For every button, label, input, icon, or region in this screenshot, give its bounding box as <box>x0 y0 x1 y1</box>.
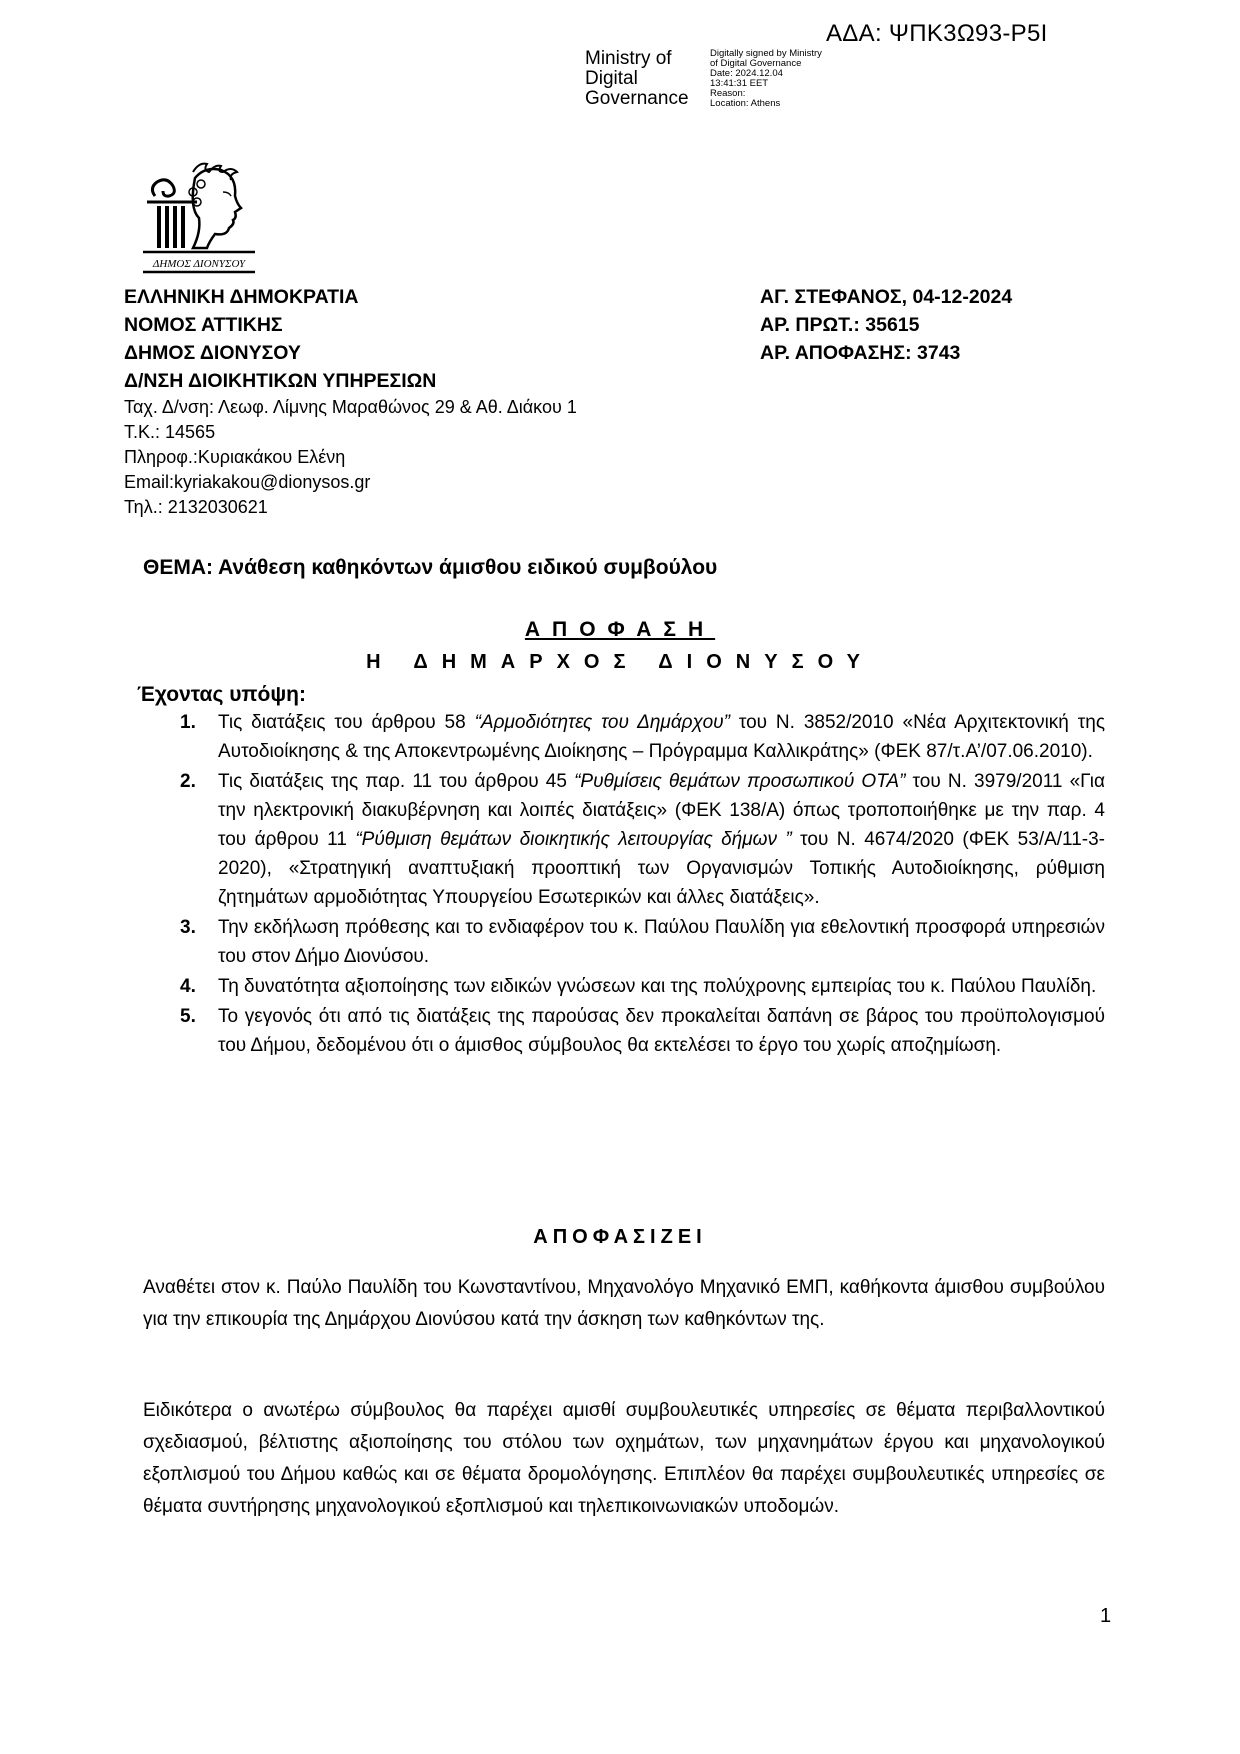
signature-org-line: Ministry of <box>585 48 672 69</box>
municipality-line: ΔΗΜΟΣ ΔΙΟΝΥΣΟΥ <box>124 342 301 364</box>
page-number: 1 <box>1100 1605 1112 1627</box>
decision-paragraph: Ειδικότερα ο ανωτέρω σύμβουλος θα παρέχει αμισθί συμβουλευτικές υπηρεσίες σε θέματα περιβαλλοντικού σχεδιασμού, βέλτιστης αξιοποίησης του στόλου των οχημάτων, των μηχανημάτων έργου και μηχανολογικού εξοπλισμού του Δήμου καθώς και σε θέματα δρομολόγησης. Επιπλέον θα παρέχει συμβουλευτικές υπηρεσίες σε θέματα συντήρησης μηχανολογικού εξοπλισμού και τηλεπικοινωνιακών υποδομών. <box>143 1400 1105 1517</box>
item-text: Τις διατάξεις της παρ. 11 του άρθρου 45 <box>218 771 575 792</box>
item-text: του Ν. 4674/2020 (ΦΕΚ 53/Α/11-3-2020), «Στρατηγική αναπτυξιακή προοπτική των Οργανισμών Τοπικής Αυτοδιοίκησης, ρύθμιση ζητημάτων αρμοδιότητας Υπουργείου Εσωτερικών και άλλες διατάξεις». <box>218 829 1105 908</box>
logo-caption: ΔΗΜΟΣ ΔΙΟΝΥΣΟΥ <box>152 258 246 270</box>
list-item <box>180 913 1105 971</box>
item-number: 3. <box>180 917 196 938</box>
list-item <box>180 767 1106 912</box>
issuer-header <box>124 283 577 520</box>
signature-detail-line: Date: 2024.12.04 <box>710 68 783 79</box>
item-number: 1. <box>180 712 196 733</box>
address-line: Ταχ. Δ/νση: Λεωφ. Λίμνης Μαραθώνος 29 & Αθ. Διάκου 1 <box>124 397 577 417</box>
signature-detail-line: Digitally signed by Ministry <box>710 48 822 59</box>
list-item <box>180 972 1105 1001</box>
phone-line: Τηλ.: 2132030621 <box>124 497 268 517</box>
dionysos-head-icon <box>137 158 262 278</box>
considering-heading: Έχοντας υπόψη: <box>137 683 306 706</box>
item-number: 5. <box>180 1006 196 1027</box>
municipality-logo <box>137 158 262 278</box>
item-text: του Ν. 3979/2011 «Για την ηλεκτρονική διακυβέρνηση και λοιπές διατάξεις» (ΦΕΚ 138/Α) όπως τροποποιήθηκε με την παρ. 4 του άρθρου 11 <box>218 771 1106 850</box>
ada-code: ΑΔΑ: ΨΠΚ3Ω93-Ρ5Ι <box>826 20 1048 47</box>
item-italic: “Ρυθμίσεις θεμάτων προσωπικού ΟΤΑ” <box>574 771 906 792</box>
item-number: 2. <box>180 771 196 792</box>
item-number: 4. <box>180 976 196 997</box>
signature-detail-line: 13:41:31 EET <box>710 78 769 89</box>
item-italic: “Ρύθμιση θεμάτων διοικητικής λειτουργίας δήμων ” <box>355 829 792 850</box>
place-date: ΑΓ. ΣΤΕΦΑΝΟΣ, 04-12-2024 <box>760 286 1013 308</box>
email-line: Email:kyriakakou@dionysos.gr <box>124 472 371 492</box>
signature-details <box>710 49 822 109</box>
decision-paragraph: Αναθέτει στον κ. Παύλο Παυλίδη του Κωνσταντίνου, Μηχανολόγο Μηχανικό ΕΜΠ, καθήκοντα άμισθου συμβούλου για την επικουρία της Δημάρχου Διονύσου κατά την άσκηση των καθηκόντων της. <box>143 1277 1105 1330</box>
signature-organization <box>585 49 689 109</box>
signature-org-line: Governance <box>585 88 689 109</box>
signature-org-line: Digital <box>585 68 638 89</box>
signature-detail-line: Location: Athens <box>710 98 781 109</box>
decision-number: ΑΡ. ΑΠΟΦΑΣΗΣ: 3743 <box>760 342 961 364</box>
item-italic: “Αρμοδιότητες του Δημάρχου” <box>474 712 730 733</box>
decision-title: ΑΠΟΦΑΣΗ <box>524 618 716 641</box>
country-line: ΕΛΛΗΝΙΚΗ ΔΗΜΟΚΡΑΤΙΑ <box>124 286 359 308</box>
item-text: Το γεγονός ότι από τις διατάξεις της παρούσας δεν προκαλείται δαπάνη σε βάρος του προϋπολογισμού του Δήμου, δεδομένου ότι ο άμισθος σύμβουλος θα εκτελέσει το έργο του χωρίς αποζημίωση. <box>218 1006 1105 1056</box>
item-text: Τις διατάξεις του άρθρου 58 <box>218 712 475 733</box>
item-text: Την εκδήλωση πρόθεσης και το ενδιαφέρον του κ. Παύλου Παυλίδη για εθελοντική προσφορά υπηρεσιών του στον Δήμο Διονύσου. <box>218 917 1105 967</box>
protocol-number: ΑΡ. ΠΡΩΤ.: 35615 <box>760 314 920 336</box>
mayor-title: Η ΔΗΜΑΡΧΟΣ ΔΙΟΝΥΣΟΥ <box>366 651 874 673</box>
item-text: του Ν. 3852/2010 «Νέα Αρχιτεκτονική της Αυτοδιοίκησης & της Αποκεντρωμένης Διοίκησης – Πρόγραμμα Καλλικράτης» (ΦΕΚ 87/τ.Α’/07.06.2010). <box>218 712 1105 762</box>
list-item <box>180 708 1105 766</box>
contact-person-line: Πληροφ.:Κυριακάκου Ελένη <box>124 447 346 467</box>
item-text: Τη δυνατότητα αξιοποίησης των ειδικών γνώσεων και της πολύχρονης εμπειρίας του κ. Παύλου Παυλίδη. <box>218 976 1097 997</box>
considerations-list <box>180 708 1106 1061</box>
signature-detail-line: Reason: <box>710 88 746 99</box>
signature-detail-line: of Digital Governance <box>710 58 802 69</box>
prefecture-line: ΝΟΜΟΣ ΑΤΤΙΚΗΣ <box>124 314 283 336</box>
subject-line: ΘΕΜΑ: Ανάθεση καθηκόντων άμισθου ειδικού συμβούλου <box>143 556 718 579</box>
list-item <box>180 1002 1105 1060</box>
document-reference <box>760 283 1012 367</box>
postal-code-line: Τ.Κ.: 14565 <box>124 422 216 442</box>
decides-heading: ΑΠΟΦΑΣΙΖΕΙ <box>533 1226 707 1248</box>
directorate-line: Δ/ΝΣΗ ΔΙΟΙΚΗΤΙΚΩΝ ΥΠΗΡΕΣΙΩΝ <box>124 370 437 392</box>
